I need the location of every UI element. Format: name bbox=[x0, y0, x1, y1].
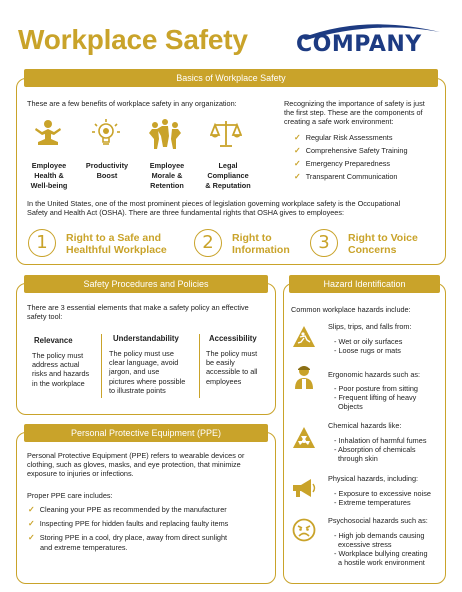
company-logo bbox=[294, 18, 444, 62]
hazard-title: Chemical hazards like: bbox=[328, 421, 402, 430]
basics-intro: These are a few benefits of workplace safety in any organization: bbox=[27, 99, 237, 108]
right-title-3: Right to Voice Concerns bbox=[348, 232, 418, 256]
procedures-intro: There are 3 essential elements that make a safety policy an effective safety tool: bbox=[27, 303, 249, 322]
check-icon: ✓ bbox=[28, 533, 35, 542]
benefit-label: Productivity Boost bbox=[85, 161, 129, 180]
component-item: ✓ Comprehensive Safety Training bbox=[294, 146, 408, 155]
meditation-icon bbox=[32, 118, 64, 150]
divider bbox=[101, 334, 102, 398]
logo-text: COMPANY bbox=[296, 32, 422, 57]
team-celebration-icon bbox=[147, 117, 183, 151]
slip-hazard-icon bbox=[292, 325, 316, 349]
hazard-detail: - Exposure to excessive noise - Extreme temperatures bbox=[334, 489, 431, 507]
check-icon: ✓ bbox=[294, 159, 301, 168]
element-body: The policy must be easily accessible to all employees bbox=[206, 349, 258, 386]
component-item: ✓ Transparent Communication bbox=[294, 172, 398, 181]
benefit-label: Employee Health & Well-being bbox=[30, 161, 68, 190]
element-body: The policy must use clear language, avoid jargon, and use pictures where possible to illustrate points bbox=[109, 349, 186, 395]
hazard-title: Physical hazards, including: bbox=[328, 474, 419, 483]
hazards-banner: Hazard Identification bbox=[289, 275, 440, 293]
right-number-2: 2 bbox=[194, 229, 222, 257]
procedures-banner: Safety Procedures and Policies bbox=[24, 275, 268, 293]
hazard-title: Slips, trips, and falls from: bbox=[328, 322, 412, 331]
ppe-banner: Personal Protective Equipment (PPE) bbox=[24, 424, 268, 442]
lightbulb-gear-icon bbox=[90, 117, 122, 149]
check-icon: ✓ bbox=[294, 133, 301, 142]
element-title: Understandability bbox=[113, 334, 179, 343]
osha-text: In the United States, one of the most prominent pieces of legislation governing workplace safety is the Occupational Safety and Health Act (OSHA). There are three fundamental rights that OSHA gives to employees: bbox=[27, 199, 401, 218]
hazard-detail: - Wet or oily surfaces - Loose rugs or mats bbox=[334, 337, 403, 355]
hazards-intro: Common workplace hazards include: bbox=[291, 305, 411, 314]
right-number-1: 1 bbox=[28, 229, 56, 257]
element-body: The policy must address actual risks and hazards in the workplace bbox=[32, 351, 90, 388]
check-icon: ✓ bbox=[28, 505, 35, 514]
component-item: ✓ Regular Risk Assessments bbox=[294, 133, 393, 142]
ppe-care-item: ✓ Inspecting PPE for hidden faults and replacing faulty items bbox=[28, 519, 229, 528]
hazard-title: Psychosocial hazards such as: bbox=[328, 516, 428, 525]
ppe-care-item: ✓ Cleaning your PPE as recommended by the manufacturer bbox=[28, 505, 227, 514]
benefit-label: Legal Compliance & Reputation bbox=[205, 161, 251, 190]
hazard-detail: - High job demands causing excessive stress - Workplace bullying creating a hostile work environment bbox=[334, 531, 428, 567]
components-intro: Recognizing the importance of safety is just the first step. These are the components of creating a safe work environment: bbox=[284, 99, 425, 127]
megaphone-icon bbox=[291, 477, 317, 499]
ppe-care-item: ✓ Storing PPE in a cool, dry place, away from direct sunlight bbox=[28, 533, 228, 542]
hazard-title: Ergonomic hazards such as: bbox=[328, 370, 421, 379]
check-icon: ✓ bbox=[294, 172, 301, 181]
check-icon: ✓ bbox=[28, 519, 35, 528]
benefit-label: Employee Morale & Retention bbox=[149, 161, 185, 190]
ppe-intro: Personal Protective Equipment (PPE) refers to wearable devices or clothing, such as gloves, masks, and eye protection, that minimize exposure to injuries or infections. bbox=[27, 451, 245, 479]
scales-icon bbox=[210, 118, 242, 150]
right-title-1: Right to a Safe and Healthful Workplace bbox=[66, 232, 167, 256]
right-title-2: Right to Information bbox=[232, 232, 290, 256]
page-title: Workplace Safety bbox=[18, 24, 248, 55]
right-number-3: 3 bbox=[310, 229, 338, 257]
element-title: Accessibility bbox=[209, 334, 257, 343]
component-item: ✓ Emergency Preparedness bbox=[294, 159, 391, 168]
ppe-care-title: Proper PPE care includes: bbox=[27, 491, 113, 500]
basics-banner: Basics of Workplace Safety bbox=[24, 69, 438, 87]
divider bbox=[199, 334, 200, 398]
ppe-care-item-cont: and extreme temperatures. bbox=[40, 543, 128, 552]
hazard-detail: - Poor posture from sitting - Frequent lifting of heavy Objects bbox=[334, 384, 418, 411]
chemical-hazard-icon bbox=[292, 426, 316, 450]
hazard-detail: - Inhalation of harmful fumes - Absorption of chemicals through skin bbox=[334, 436, 427, 463]
ergonomic-worker-icon bbox=[292, 364, 316, 390]
element-title: Relevance bbox=[34, 336, 73, 345]
check-icon: ✓ bbox=[294, 146, 301, 155]
stressed-face-icon bbox=[292, 518, 316, 542]
